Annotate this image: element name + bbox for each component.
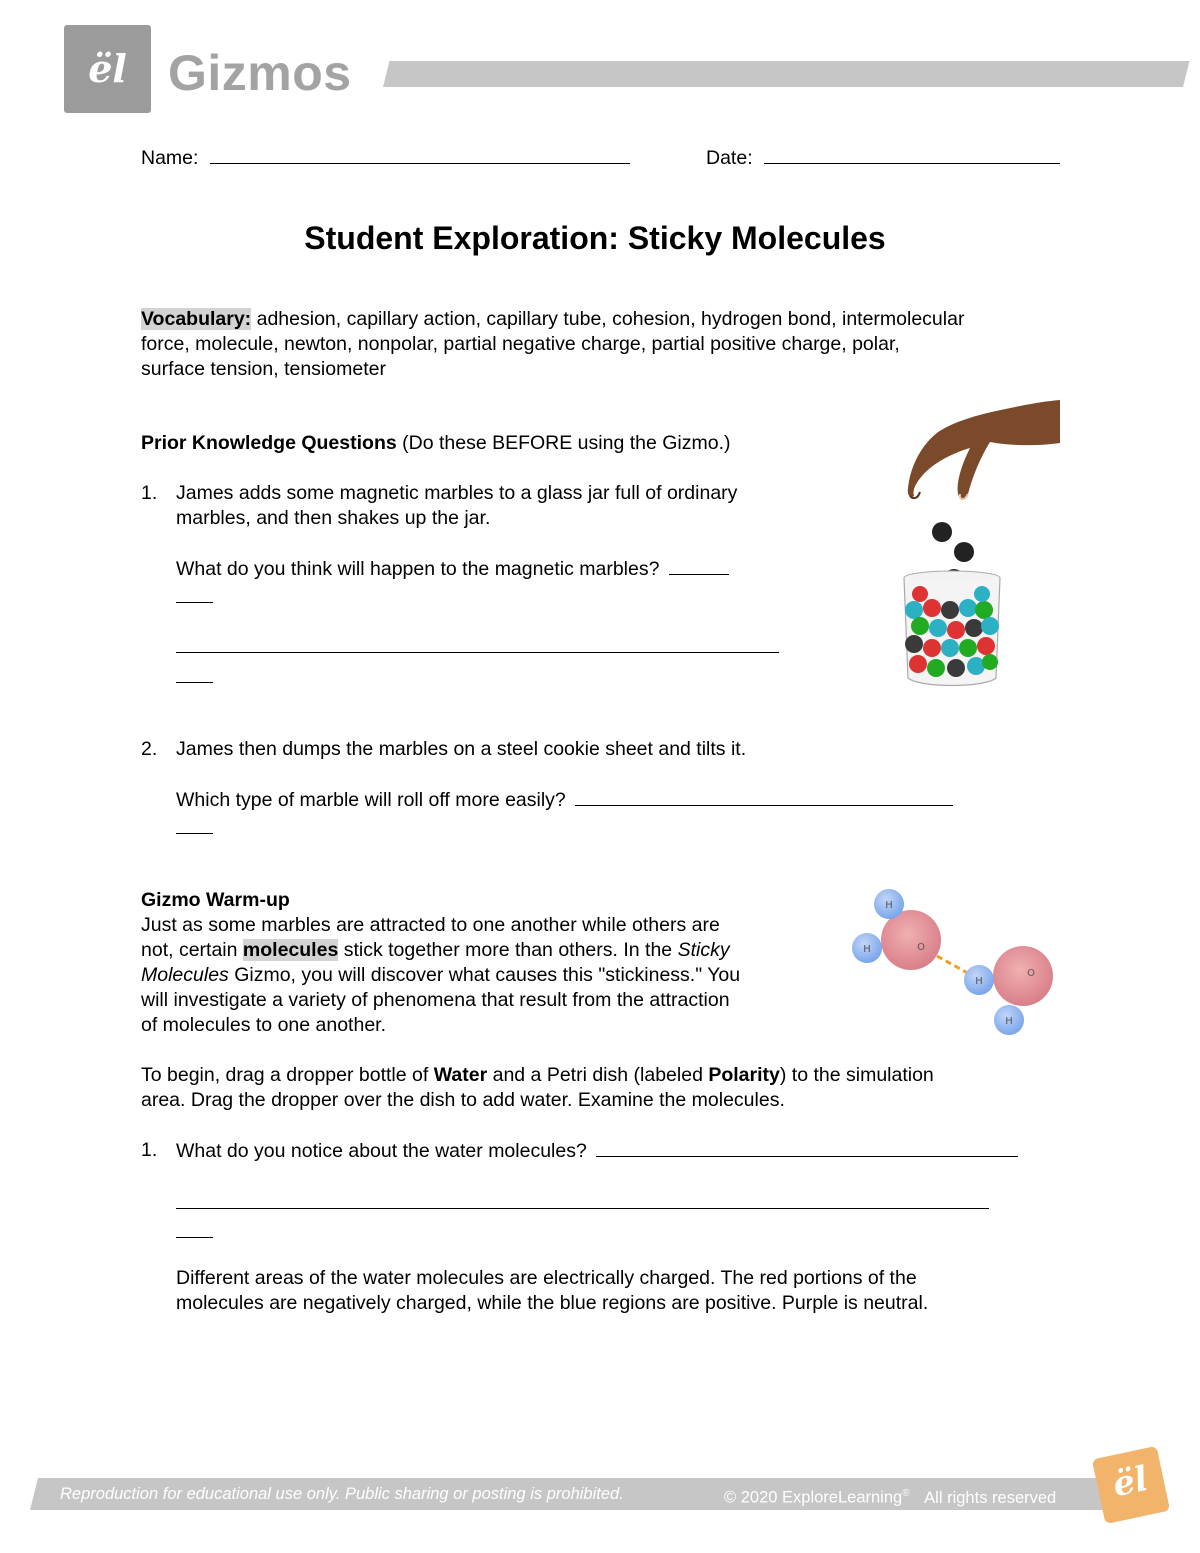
glass-jar bbox=[904, 571, 1000, 686]
oxygen-atom bbox=[993, 946, 1053, 1006]
prior-q2-question: Which type of marble will roll off more easily? bbox=[176, 789, 566, 811]
o-label: O bbox=[917, 942, 925, 953]
gizmos-logo bbox=[64, 25, 151, 113]
answer-line[interactable] bbox=[176, 634, 779, 653]
water-molecule-1 bbox=[852, 889, 941, 970]
h-label: H bbox=[863, 944, 871, 955]
warmup-p2-line-1 bbox=[141, 1063, 1061, 1088]
vocabulary-label: Vocabulary: bbox=[141, 308, 252, 330]
warmup-p1-line-5: of molecules to one another. bbox=[141, 1014, 386, 1036]
text-run: To begin, drag a dropper bottle of bbox=[141, 1064, 429, 1086]
h-label: H bbox=[1005, 1016, 1013, 1027]
vocabulary-line-1: adhesion, capillary action, capillary tube, cohesion, hydrogen bond, intermolecular bbox=[256, 308, 965, 330]
name-field[interactable] bbox=[210, 143, 630, 164]
warmup-q1-note bbox=[176, 1266, 1056, 1316]
warmup-p1-line-2 bbox=[141, 938, 821, 963]
prior-q1-line-2: marbles, and then shakes up the jar. bbox=[176, 507, 491, 529]
text-run: ) to the simulation bbox=[779, 1064, 934, 1086]
prior-heading-text: Prior Knowledge Questions bbox=[141, 432, 397, 454]
warmup-note-line-2: molecules are negatively charged, while the blue regions are positive. Purple is neutral. bbox=[176, 1292, 929, 1314]
warmup-q1-answer-blank[interactable] bbox=[596, 1138, 1018, 1157]
prior-q1 bbox=[176, 481, 816, 531]
warmup-q1-question: What do you notice about the water molecules? bbox=[176, 1140, 587, 1162]
date-row bbox=[706, 143, 1060, 171]
o-label: O bbox=[1027, 968, 1035, 979]
warmup-p1-line-1: Just as some marbles are attracted to one another while others are bbox=[141, 914, 720, 936]
warmup-q1-row bbox=[176, 1138, 1018, 1164]
rights-text: All rights reserved bbox=[924, 1488, 1057, 1507]
water-molecules-illustration bbox=[845, 880, 1070, 1040]
prior-q2-line-1: James then dumps the marbles on a steel cookie sheet and tilts it. bbox=[176, 738, 747, 760]
answer-line[interactable] bbox=[176, 815, 213, 834]
warmup-p2-line-2: area. Drag the dropper over the dish to add water. Examine the molecules. bbox=[141, 1089, 785, 1111]
answer-line[interactable] bbox=[176, 1219, 213, 1238]
prior-q2-answer-blank[interactable] bbox=[575, 787, 953, 806]
copyright-text: © 2020 ExploreLearning bbox=[724, 1488, 903, 1507]
brand-name: Gizmos bbox=[168, 45, 352, 101]
oxygen-atom bbox=[881, 910, 941, 970]
warmup-p1-line-4: will investigate a variety of phenomena that result from the attraction bbox=[141, 989, 730, 1011]
prior-knowledge-heading bbox=[141, 431, 731, 456]
text-run: stick together more than others. In the bbox=[343, 939, 673, 961]
date-field[interactable] bbox=[764, 143, 1060, 164]
answer-line[interactable] bbox=[176, 1190, 989, 1209]
prior-q1-answer-blank[interactable] bbox=[669, 556, 729, 575]
warmup-block bbox=[141, 888, 821, 1038]
warmup-heading: Gizmo Warm-up bbox=[141, 889, 290, 911]
badge-glyph: ël bbox=[1109, 1458, 1152, 1506]
prior-q1-question: What do you think will happen to the magnetic marbles? bbox=[176, 558, 660, 580]
vocabulary-line-3: surface tension, tensiometer bbox=[141, 358, 386, 380]
logo-glyph: ël bbox=[88, 46, 127, 91]
explorelearning-badge bbox=[1092, 1446, 1170, 1524]
name-label: Name: bbox=[141, 147, 199, 169]
warmup-note-line-1: Different areas of the water molecules are electrically charged. The red portions of the bbox=[176, 1267, 917, 1289]
polarity-term: Polarity bbox=[708, 1064, 780, 1086]
h-label: H bbox=[975, 976, 983, 987]
text-run: not, certain bbox=[141, 939, 238, 961]
answer-line[interactable] bbox=[176, 584, 213, 603]
water-molecule-2 bbox=[964, 946, 1053, 1035]
warmup-instructions bbox=[141, 1063, 1061, 1113]
text-run: Molecules bbox=[141, 964, 229, 986]
marble-jar-illustration bbox=[880, 398, 1065, 693]
page-title: Student Exploration: Sticky Molecules bbox=[304, 220, 886, 256]
molecules-term: molecules bbox=[242, 939, 339, 961]
h-label: H bbox=[885, 900, 893, 911]
prior-q2-number: 2. bbox=[141, 738, 158, 760]
name-row bbox=[141, 143, 630, 171]
prior-q1-number: 1. bbox=[141, 482, 158, 504]
text-run: Sticky bbox=[677, 939, 730, 961]
text-run: and a Petri dish (labeled bbox=[492, 1064, 703, 1086]
answer-line[interactable] bbox=[176, 664, 213, 683]
warmup-q1-number: 1. bbox=[141, 1139, 158, 1161]
prior-q1-question-row bbox=[176, 556, 729, 582]
warmup-p1-line-3 bbox=[141, 963, 821, 988]
text-run: Gizmo, you will discover what causes this "stickiness." You bbox=[234, 964, 741, 986]
registered-mark: ® bbox=[902, 1488, 910, 1499]
prior-q2-question-row bbox=[176, 787, 953, 813]
vocabulary-block bbox=[141, 307, 1071, 382]
water-term: Water bbox=[433, 1064, 488, 1086]
prior-heading-note: (Do these BEFORE using the Gizmo.) bbox=[402, 432, 731, 454]
header-bar bbox=[383, 61, 1189, 87]
prior-q1-line-1: James adds some magnetic marbles to a glass jar full of ordinary bbox=[176, 482, 738, 504]
footer-copyright bbox=[724, 1482, 1056, 1510]
vocabulary-line-2: force, molecule, newton, nonpolar, partial negative charge, partial positive charge, polar, bbox=[141, 333, 900, 355]
date-label: Date: bbox=[706, 147, 753, 169]
hand-image bbox=[908, 400, 1060, 499]
footer-disclaimer: Reproduction for educational use only. Public sharing or posting is prohibited. bbox=[60, 1485, 624, 1503]
